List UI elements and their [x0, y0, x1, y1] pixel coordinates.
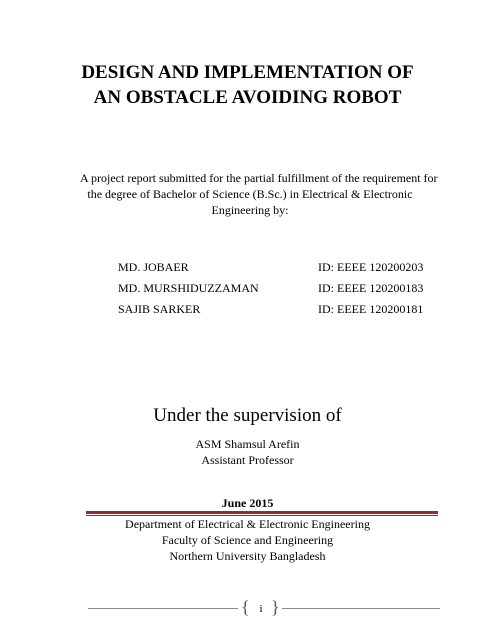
- divider-thick: [86, 511, 438, 514]
- submission-statement: [80, 170, 438, 218]
- student-row: [118, 302, 438, 323]
- page-number: [241, 599, 281, 619]
- student-id: ID: EEEE 120200181: [318, 302, 424, 316]
- submission-date: June 2015: [221, 496, 274, 510]
- student-id: ID: EEEE 120200203: [318, 260, 424, 274]
- intro-line-1: A project report submitted for the partial fulfillment of the requirement for: [80, 171, 438, 185]
- student-id: ID: EEEE 120200183: [318, 281, 424, 295]
- supervisor-designation: Assistant Professor: [201, 453, 294, 467]
- intro-line-3: Engineering by:: [211, 203, 289, 217]
- faculty-name: Faculty of Science and Engineering: [161, 533, 334, 547]
- intro-line-2: the degree of Bachelor of Science (B.Sc.) in Electrical & Electronic: [87, 187, 413, 201]
- student-name: MD. JOBAER: [118, 260, 189, 274]
- student-list: [118, 260, 438, 323]
- footer-line-right: [282, 608, 440, 609]
- institution-block: [0, 516, 495, 564]
- supervisor-block: [0, 436, 495, 468]
- university-name: Northern University Bangladesh: [169, 549, 326, 563]
- left-brace-icon: {: [241, 597, 250, 617]
- student-row: [118, 281, 438, 302]
- student-name: SAJIB SARKER: [118, 302, 201, 316]
- page-number-text: i: [259, 603, 263, 615]
- supervisor-name: ASM Shamsul Arefin: [195, 437, 300, 451]
- footer-line-left: [88, 608, 238, 609]
- right-brace-icon: }: [271, 597, 280, 617]
- report-title: [0, 60, 495, 110]
- supervision-heading: Under the supervision of: [153, 405, 342, 426]
- student-row: [118, 260, 438, 281]
- title-line-1: DESIGN AND IMPLEMENTATION OF: [81, 62, 414, 83]
- title-line-2: AN OBSTACLE AVOIDING ROBOT: [93, 87, 402, 108]
- student-name: MD. MURSHIDUZZAMAN: [118, 281, 259, 295]
- department-name: Department of Electrical & Electronic Engineering: [125, 517, 370, 531]
